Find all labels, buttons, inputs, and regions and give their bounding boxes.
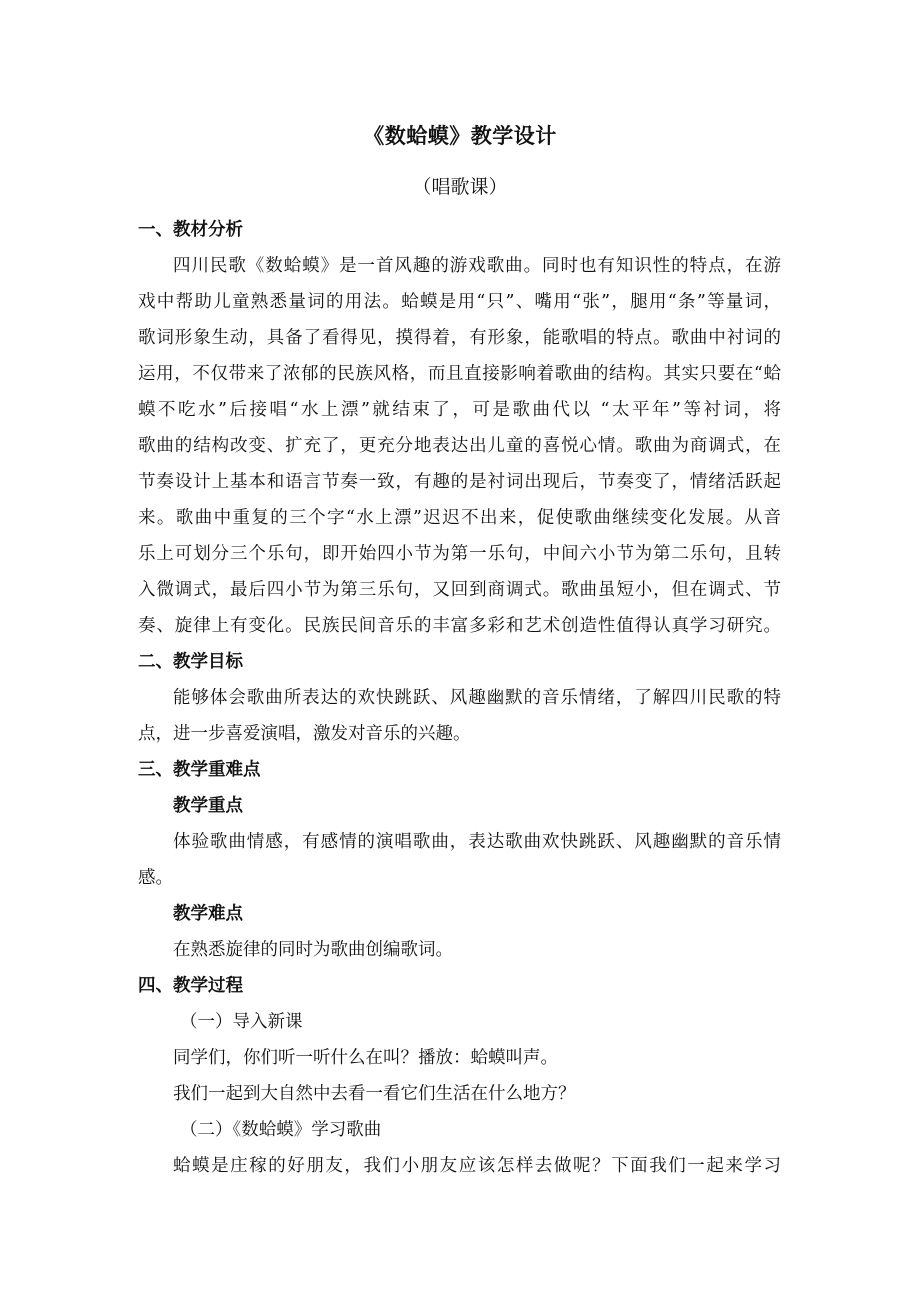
section-heading-key-points: 三、教学重难点 bbox=[138, 760, 261, 780]
paragraph-line: 蛤蟆是庄稼的好朋友，我们小朋友应该怎样去做呢？下面我们一起来学习 bbox=[173, 1156, 781, 1176]
section-heading-analysis: 一、教材分析 bbox=[138, 220, 243, 240]
paragraph-line: 感。 bbox=[138, 868, 173, 888]
paragraph-line: 同学们，你们听一听什么在叫？播放：蛤蟆叫声。 bbox=[173, 1048, 558, 1068]
paragraph-line: 戏中帮助儿童熟悉量词的用法。蛤蟆是用“只”、嘴用“张”，腿用“条”等量词， bbox=[138, 292, 781, 312]
subheading-learn-song: （二）《数蛤蟆》学习歌曲 bbox=[180, 1120, 382, 1140]
paragraph-line: 运用，不仅带来了浓郁的民族风格，而且直接影响着歌曲的结构。其实只要在“蛤 bbox=[138, 364, 781, 384]
subheading-key-point: 教学重点 bbox=[173, 796, 243, 816]
paragraph-line: 在熟悉旋律的同时为歌曲创编歌词。 bbox=[173, 940, 453, 960]
paragraph-line: 乐上可划分三个乐句，即开始四小节为第一乐句，中间六小节为第二乐句，且转 bbox=[138, 544, 781, 564]
section-heading-process: 四、教学过程 bbox=[138, 976, 243, 996]
doc-subtitle: （唱歌课） bbox=[412, 176, 508, 198]
paragraph-line: 节奏设计上基本和语言节奏一致，有趣的是衬词出现后，节奏变了，情绪活跃起 bbox=[138, 472, 781, 492]
paragraph-line: 来。歌曲中重复的三个字“水上漂”迟迟不出来，促使歌曲继续变化发展。从音 bbox=[138, 508, 781, 528]
paragraph-line: 四川民歌《数蛤蟆》是一首风趣的游戏歌曲。同时也有知识性的特点，在游 bbox=[173, 256, 781, 276]
paragraph-line: 歌曲的结构改变、扩充了，更充分地表达出儿童的喜悦心情。歌曲为商调式，在 bbox=[138, 436, 781, 456]
paragraph-line: 奏、旋律上有变化。民族民间音乐的丰富多彩和艺术创造性值得认真学习研究。 bbox=[138, 616, 781, 636]
paragraph-line: 体验歌曲情感，有感情的演唱歌曲，表达歌曲欢快跳跃、风趣幽默的音乐情 bbox=[173, 832, 781, 852]
doc-title: 《数蛤蟆》教学设计 bbox=[363, 123, 557, 148]
subheading-intro: （一）导入新课 bbox=[180, 1012, 303, 1032]
paragraph-line: 蟆不吃水”后接唱“水上漂”就结束了，可是歌曲代以 “太平年”等衬词，将 bbox=[138, 400, 781, 420]
paragraph-line: 歌词形象生动，具备了看得见，摸得着，有形象，能歌唱的特点。歌曲中衬词的 bbox=[138, 328, 781, 348]
section-heading-objectives: 二、教学目标 bbox=[138, 652, 243, 672]
paragraph-line: 能够体会歌曲所表达的欢快跳跃、风趣幽默的音乐情绪，了解四川民歌的特 bbox=[173, 688, 781, 708]
paragraph-line: 点，进一步喜爱演唱，激发对音乐的兴趣。 bbox=[138, 724, 471, 744]
subheading-difficult-point: 教学难点 bbox=[173, 904, 243, 924]
paragraph-line: 入微调式，最后四小节为第三乐句，又回到商调式。歌曲虽短小，但在调式、节 bbox=[138, 580, 781, 600]
paragraph-line: 我们一起到大自然中去看一看它们生活在什么地方？ bbox=[173, 1084, 576, 1104]
